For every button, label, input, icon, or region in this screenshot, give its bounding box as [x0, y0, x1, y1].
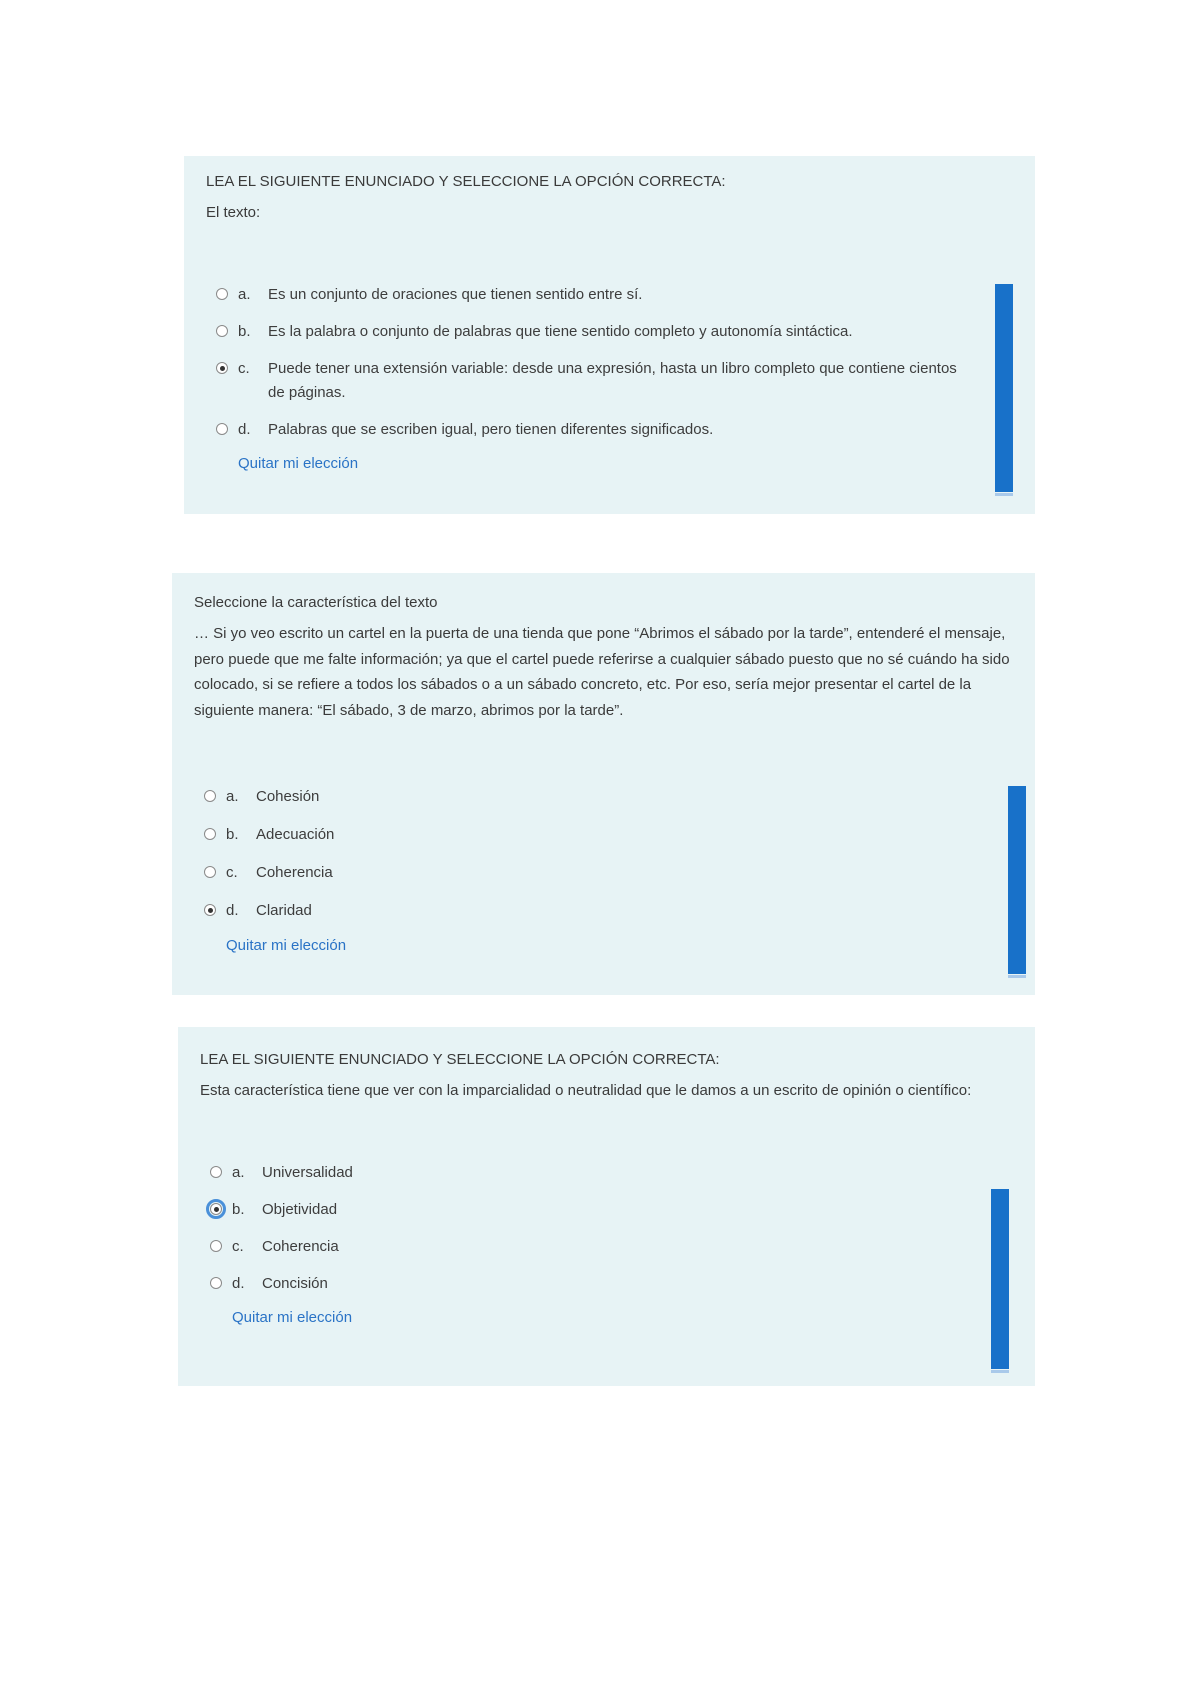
answer-option-a[interactable] [204, 785, 1025, 809]
radio-button-selected[interactable] [204, 904, 216, 916]
option-text: Coherencia [256, 864, 333, 881]
option-text: Universalidad [262, 1164, 353, 1181]
clear-choice-link[interactable]: Quitar mi elección [226, 937, 347, 954]
answer-option-d[interactable] [216, 418, 976, 442]
option-letter: d. [238, 421, 251, 438]
option-text: Claridad [256, 902, 312, 919]
option-letter: c. [232, 1238, 244, 1255]
question-3 [178, 1027, 1035, 1386]
clear-choice-link[interactable]: Quitar mi elección [238, 455, 359, 472]
answer-option-a[interactable] [216, 283, 976, 307]
option-letter: c. [226, 864, 238, 881]
radio-button[interactable] [210, 1277, 222, 1289]
radio-button[interactable] [216, 423, 228, 435]
answer-list [194, 785, 1025, 954]
option-text: Coherencia [262, 1238, 339, 1255]
option-letter: b. [232, 1201, 245, 1218]
question-header: LEA EL SIGUIENTE ENUNCIADO Y SELECCIONE LA OPCIÓN CORRECTA: [200, 1051, 720, 1068]
radio-button[interactable] [210, 1240, 222, 1252]
option-letter: a. [232, 1164, 245, 1181]
answer-option-d[interactable] [210, 1272, 1011, 1296]
answer-option-c[interactable] [216, 357, 976, 405]
option-letter: a. [226, 788, 239, 805]
option-letter: d. [232, 1275, 245, 1292]
option-letter: a. [238, 286, 251, 303]
answer-list [200, 1161, 1011, 1326]
answer-option-b[interactable] [204, 823, 1025, 847]
answer-option-a[interactable] [210, 1161, 1011, 1185]
option-text: Palabras que se escriben igual, pero tienen diferentes significados. [268, 421, 714, 438]
radio-button-selected[interactable] [216, 362, 228, 374]
question-header: Seleccione la característica del texto [194, 594, 438, 611]
option-text: Es un conjunto de oraciones que tienen sentido entre sí. [268, 286, 643, 303]
option-letter: c. [238, 360, 250, 377]
radio-button[interactable] [210, 1166, 222, 1178]
clear-choice-link[interactable]: Quitar mi elección [232, 1309, 353, 1326]
answer-list [206, 283, 976, 472]
question-stem: El texto: [206, 204, 261, 221]
radio-button[interactable] [204, 790, 216, 802]
answer-option-b[interactable] [210, 1198, 1011, 1222]
option-text: Puede tener una extensión variable: desde una expresión, hasta un libro completo que contiene cientos de páginas. [268, 360, 957, 401]
question-2 [172, 573, 1035, 995]
radio-button[interactable] [216, 325, 228, 337]
option-text: Objetividad [262, 1201, 338, 1218]
option-text: Es la palabra o conjunto de palabras que tiene sentido completo y autonomía sintáctica. [268, 323, 853, 340]
option-text: Cohesión [256, 788, 320, 805]
radio-button[interactable] [204, 866, 216, 878]
answer-option-b[interactable] [216, 320, 976, 344]
question-stem: Esta característica tiene que ver con la imparcialidad o neutralidad que le damos a un escrito de opinión o científico: [200, 1082, 972, 1099]
option-letter: d. [226, 902, 239, 919]
answer-option-d[interactable] [204, 899, 1025, 923]
option-text: Adecuación [256, 826, 335, 843]
radio-button[interactable] [216, 288, 228, 300]
radio-button[interactable] [204, 828, 216, 840]
answer-option-c[interactable] [210, 1235, 1011, 1259]
option-letter: b. [238, 323, 251, 340]
question-1 [184, 156, 1035, 514]
answer-option-c[interactable] [204, 861, 1025, 885]
option-text: Concisión [262, 1275, 328, 1292]
radio-button-selected[interactable] [210, 1203, 222, 1215]
option-letter: b. [226, 826, 239, 843]
accent-bar [995, 284, 1013, 492]
accent-bar [1008, 786, 1026, 974]
question-header: LEA EL SIGUIENTE ENUNCIADO Y SELECCIONE LA OPCIÓN CORRECTA: [206, 173, 726, 190]
accent-bar [991, 1189, 1009, 1369]
question-stem: … Si yo veo escrito un cartel en la puerta de una tienda que pone “Abrimos el sábado por la tarde”, entenderé el mensaje, pero puede que me falte información; ya que el cartel puede referirse a cualquier sábado puesto que no sé cuándo ha sido colocado, si se refiere a todos los sábados o a un sábado concreto, etc. Por eso, sería mejor presentar el cartel de la siguiente manera: “El sábado, 3 de marzo, abrimos por la tarde”. [194, 625, 1010, 719]
